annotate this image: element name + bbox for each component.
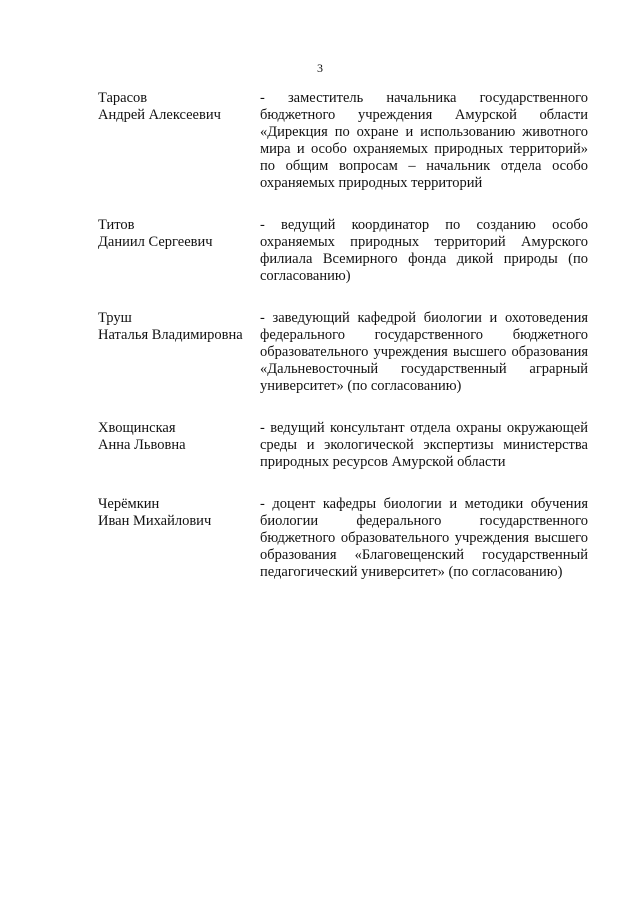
member-given-names: Даниил Сергеевич bbox=[98, 234, 213, 250]
member-surname: Хвощинская bbox=[98, 420, 176, 436]
member-entry bbox=[98, 217, 588, 285]
member-role: - заведующий кафедрой биологии и охотоведения федерального государственного бюджетного образовательного учреждения высшего образования «Дальневосточный государственный аграрный университет» (по согласованию) bbox=[260, 310, 588, 394]
member-surname: Тарасов bbox=[98, 90, 148, 106]
member-role: - заместитель начальника государственного бюджетного учреждения Амурской области «Дирекция по охране и использованию животного мира и особо охраняемых природных территорий» по общим вопросам – начальник отдела особо охраняемых природных территорий bbox=[260, 90, 588, 191]
member-given-names: Анна Львовна bbox=[98, 437, 186, 453]
member-surname: Титов bbox=[98, 217, 135, 233]
member-name bbox=[98, 420, 260, 471]
member-role: - доцент кафедры биологии и методики обучения биологии федерального государственного бюджетного образовательного учреждения высшего образования «Благовещенский государственный педагогический университет» (по согласованию) bbox=[260, 496, 588, 580]
member-entry bbox=[98, 496, 588, 581]
member-given-names: Наталья Владимировна bbox=[98, 327, 243, 343]
member-list bbox=[98, 90, 588, 606]
member-role: - ведущий координатор по созданию особо охраняемых природных территорий Амурского филиала Всемирного фонда дикой природы (по согласованию) bbox=[260, 217, 588, 284]
member-name bbox=[98, 496, 260, 581]
member-surname: Труш bbox=[98, 310, 132, 326]
member-entry bbox=[98, 90, 588, 192]
member-name bbox=[98, 217, 260, 285]
member-role: - ведущий консультант отдела охраны окружающей среды и экологической экспертизы министерства природных ресурсов Амурской области bbox=[260, 420, 588, 470]
member-surname: Черёмкин bbox=[98, 496, 160, 512]
member-entry bbox=[98, 310, 588, 395]
member-given-names: Андрей Алексеевич bbox=[98, 107, 221, 123]
member-name bbox=[98, 310, 260, 395]
page-number: 3 bbox=[317, 61, 323, 75]
member-name bbox=[98, 90, 260, 192]
member-given-names: Иван Михайлович bbox=[98, 513, 212, 529]
member-entry bbox=[98, 420, 588, 471]
